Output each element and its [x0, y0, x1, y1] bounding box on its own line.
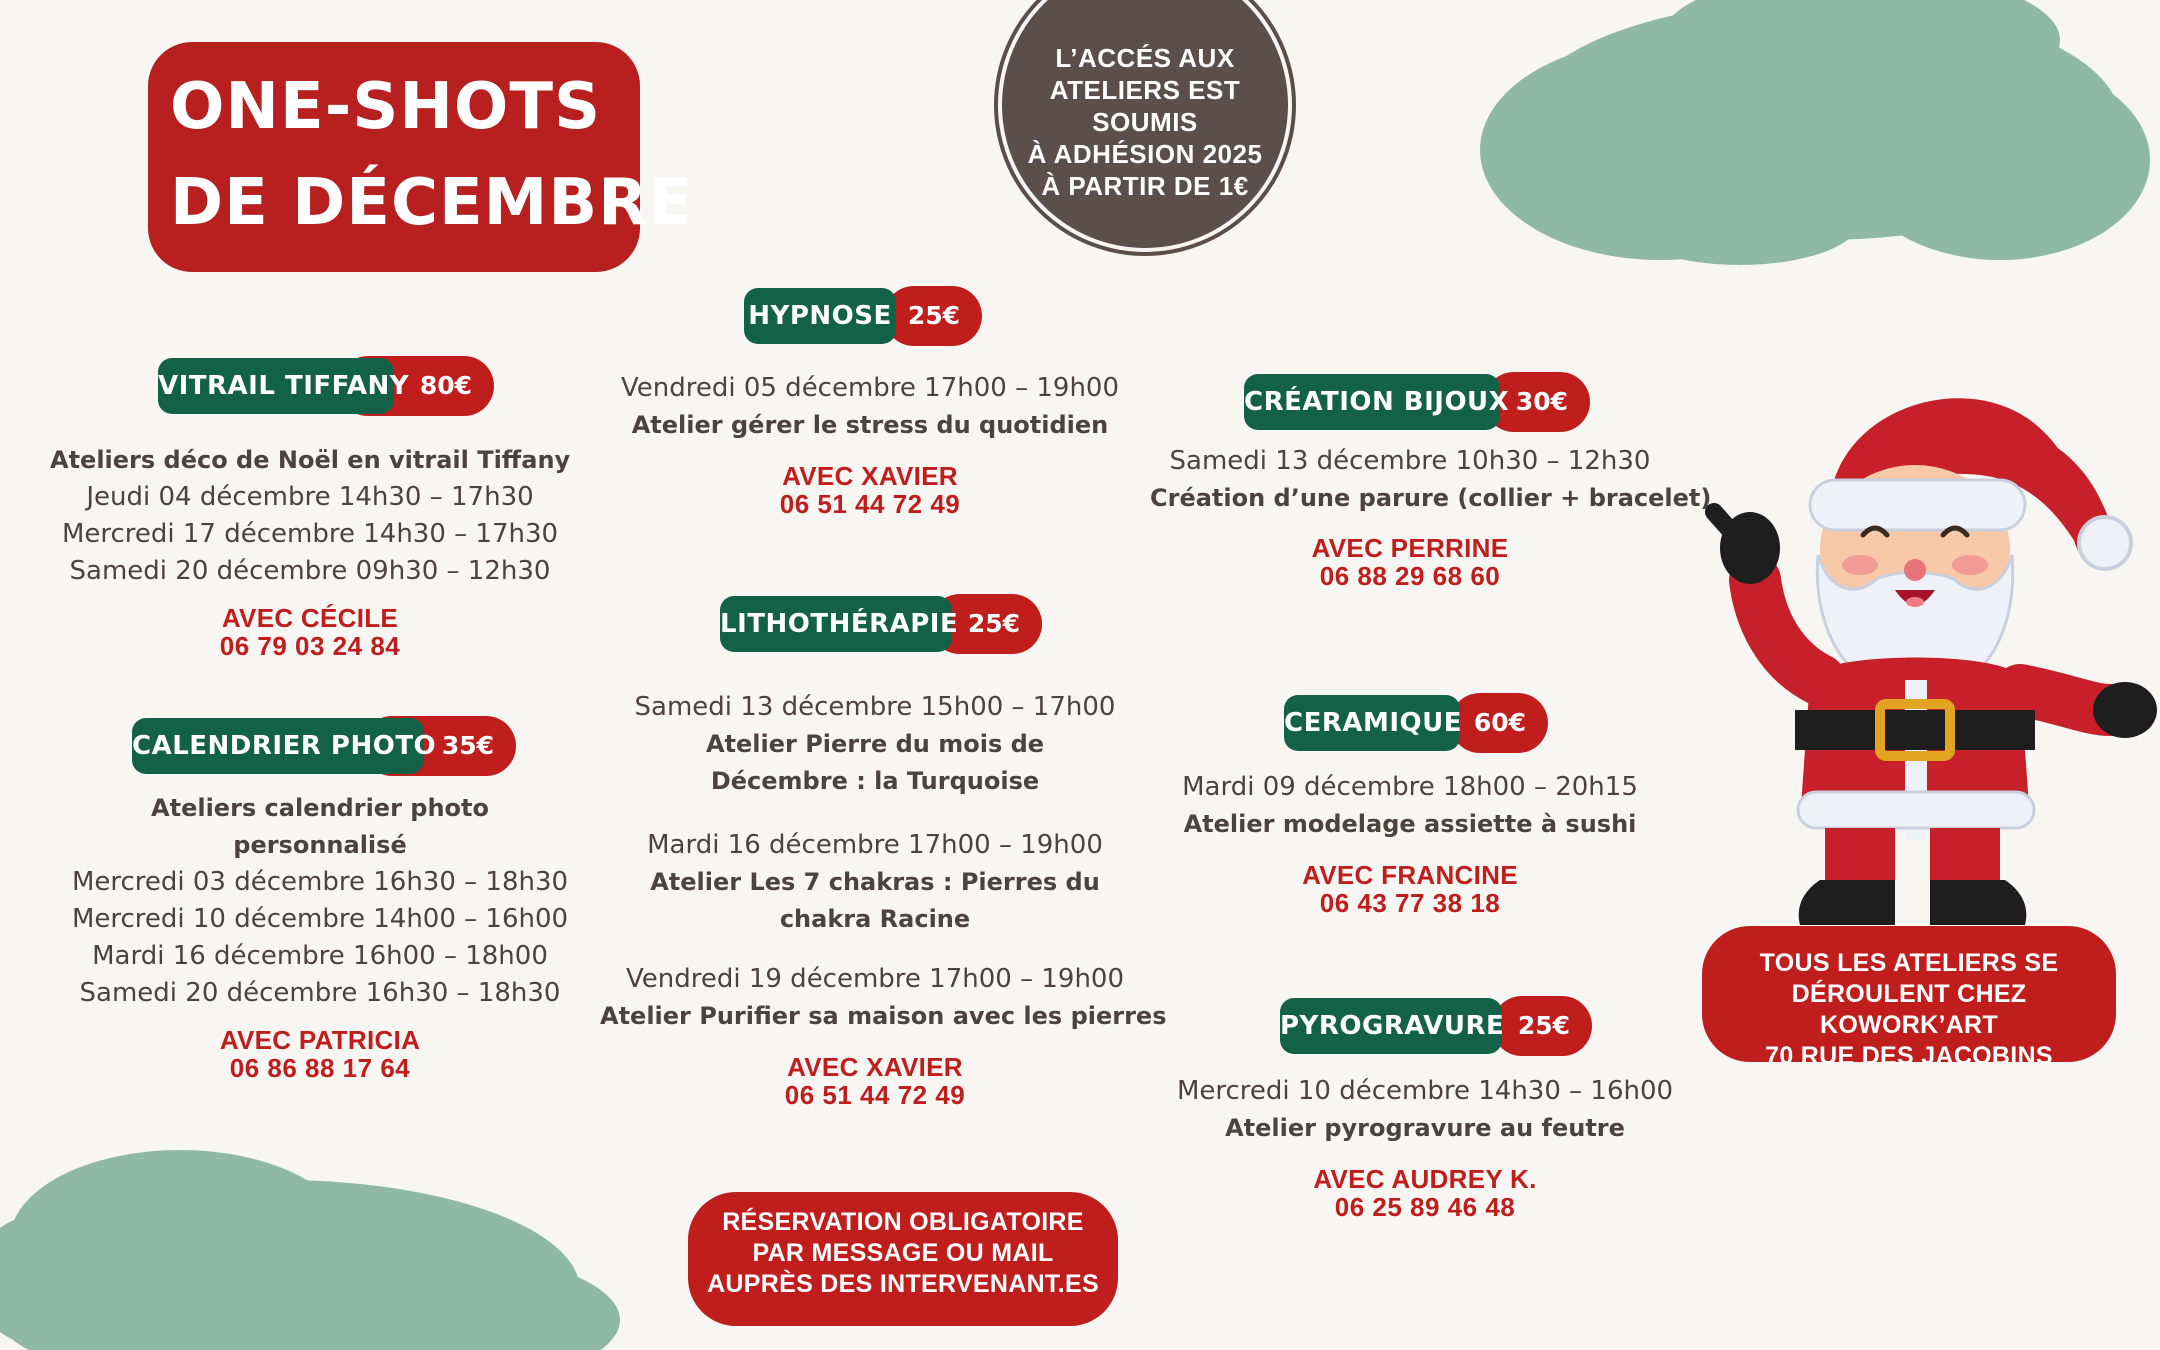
pyro-instructor: AVEC AUDREY K. [1313, 1164, 1537, 1194]
pyro-date: Mercredi 10 décembre 14h30 – 16h00 [1176, 1076, 1674, 1106]
bijoux-name: CRÉATION BIJOUX [1244, 374, 1500, 430]
ceramique-instructor: AVEC FRANCINE [1302, 860, 1518, 890]
litho-instructor: AVEC XAVIER [787, 1052, 963, 1082]
location-line: TOUS LES ATELIERS SE [1759, 949, 2059, 977]
vitrail-price: 80€ [338, 356, 494, 416]
pyro-name: PYROGRAVURE [1280, 998, 1502, 1054]
calendrier-instructor: AVEC PATRICIA [219, 1025, 421, 1055]
hypnose-instructor: AVEC XAVIER [782, 461, 958, 491]
watercolor-splash-bottom-left [0, 1130, 640, 1350]
bijoux-description: Création d’une parure (collier + bracelet) [1150, 484, 1712, 512]
ceramique-name: CERAMIQUE [1284, 695, 1460, 751]
title-line-2: DE DÉCEMBRE [170, 166, 694, 240]
calendrier-description: personnalisé [233, 831, 407, 859]
membership-line: À ADHÉSION 2025 [1027, 139, 1263, 169]
calendrier-date: Mardi 16 décembre 16h00 – 18h00 [92, 941, 548, 971]
bijoux-phone[interactable]: 06 88 29 68 60 [1319, 561, 1501, 591]
location-line: DÉROULENT CHEZ KOWORK’ART [1791, 980, 2027, 1039]
calendrier-name: CALENDRIER PHOTO [132, 718, 424, 774]
membership-line: ATELIERS EST SOUMIS [1049, 75, 1241, 137]
litho-tag [720, 594, 1042, 654]
pyro-details [1150, 1073, 1700, 1221]
calendrier-phone[interactable]: 06 86 88 17 64 [229, 1053, 411, 1083]
litho-date: Mardi 16 décembre 17h00 – 19h00 [647, 830, 1103, 860]
membership-line: À PARTIR DE 1€ [1041, 171, 1249, 201]
watercolor-splash-top-right [1440, 0, 2160, 290]
vitrail-date: Mercredi 17 décembre 14h30 – 17h30 [61, 519, 559, 549]
reservation-line: RÉSERVATION OBLIGATOIRE [722, 1208, 1084, 1236]
litho-description: Atelier Pierre du mois de [705, 730, 1045, 758]
ceramique-details [1150, 769, 1670, 917]
reservation-line: PAR MESSAGE OU MAIL [752, 1239, 1054, 1267]
hypnose-phone[interactable]: 06 51 44 72 49 [779, 489, 961, 519]
litho-date: Vendredi 19 décembre 17h00 – 19h00 [625, 964, 1125, 994]
vitrail-instructor: AVEC CÉCILE [221, 603, 399, 633]
hypnose-name: HYPNOSE [744, 288, 896, 344]
calendrier-date: Mercredi 10 décembre 14h00 – 16h00 [71, 904, 569, 934]
calendrier-date: Samedi 20 décembre 16h30 – 18h30 [79, 978, 561, 1008]
ceramique-date: Mardi 09 décembre 18h00 – 20h15 [1182, 772, 1638, 802]
bijoux-details [1150, 443, 1712, 591]
pyro-phone[interactable]: 06 25 89 46 48 [1334, 1192, 1516, 1222]
reservation-notice [688, 1192, 1118, 1326]
litho-description: chakra Racine [779, 905, 971, 933]
pyro-description: Atelier pyrogravure au feutre [1225, 1114, 1625, 1142]
bijoux-tag [1244, 372, 1590, 432]
calendrier-price: 35€ [362, 716, 516, 776]
vitrail-date: Jeudi 04 décembre 14h30 – 17h30 [86, 482, 534, 512]
hypnose-price: 25€ [884, 286, 982, 346]
litho-description: Décembre : la Turquoise [710, 767, 1040, 795]
membership-line: L’ACCÉS AUX [1055, 43, 1235, 73]
bijoux-price: 30€ [1484, 372, 1590, 432]
vitrail-details [50, 442, 570, 660]
litho-description: Atelier Les 7 chakras : Pierres du [650, 868, 1100, 896]
bijoux-date: Samedi 13 décembre 10h30 – 12h30 [1169, 446, 1651, 476]
vitrail-date: Samedi 20 décembre 09h30 – 12h30 [69, 556, 551, 586]
ceramique-description: Atelier modelage assiette à sushi [1183, 810, 1637, 838]
litho-phone[interactable]: 06 51 44 72 49 [784, 1080, 966, 1110]
pyro-price: 25€ [1492, 996, 1592, 1056]
ceramique-tag [1284, 693, 1548, 753]
litho-name: LITHOTHÉRAPIE [720, 596, 952, 652]
litho-details [600, 689, 1167, 1110]
pyro-tag [1280, 996, 1592, 1056]
hypnose-date: Vendredi 05 décembre 17h00 – 19h00 [620, 373, 1120, 403]
hypnose-description: Atelier gérer le stress du quotidien [631, 411, 1109, 439]
vitrail-phone[interactable]: 06 79 03 24 84 [219, 631, 401, 661]
bijoux-instructor: AVEC PERRINE [1311, 533, 1509, 563]
calendrier-description: Ateliers calendrier photo [151, 794, 489, 822]
litho-price: 25€ [930, 594, 1042, 654]
vitrail-description: Ateliers déco de Noël en vitrail Tiffany [50, 446, 571, 474]
vitrail-name: VITRAIL TIFFANY [158, 358, 394, 414]
calendrier-details [40, 790, 600, 1082]
hypnose-details [600, 370, 1140, 518]
location-line: 70 RUE DES JACOBINS [1765, 1042, 2053, 1070]
litho-description: Atelier Purifier sa maison avec les pierres [600, 1002, 1167, 1030]
calendrier-date: Mercredi 03 décembre 16h30 – 18h30 [71, 867, 569, 897]
vitrail-tag [158, 356, 494, 416]
calendrier-tag [132, 716, 516, 776]
title-banner [148, 42, 694, 272]
title-line-1: ONE-SHOTS [170, 70, 602, 144]
reservation-line: AUPRÈS DES INTERVENANT.ES [707, 1270, 1099, 1298]
ceramique-phone[interactable]: 06 43 77 38 18 [1319, 888, 1501, 918]
hypnose-tag [744, 286, 982, 346]
location-notice [1702, 926, 2116, 1070]
santa-claus-icon [1700, 380, 2160, 940]
ceramique-price: 60€ [1450, 693, 1548, 753]
litho-date: Samedi 13 décembre 15h00 – 17h00 [634, 692, 1116, 722]
